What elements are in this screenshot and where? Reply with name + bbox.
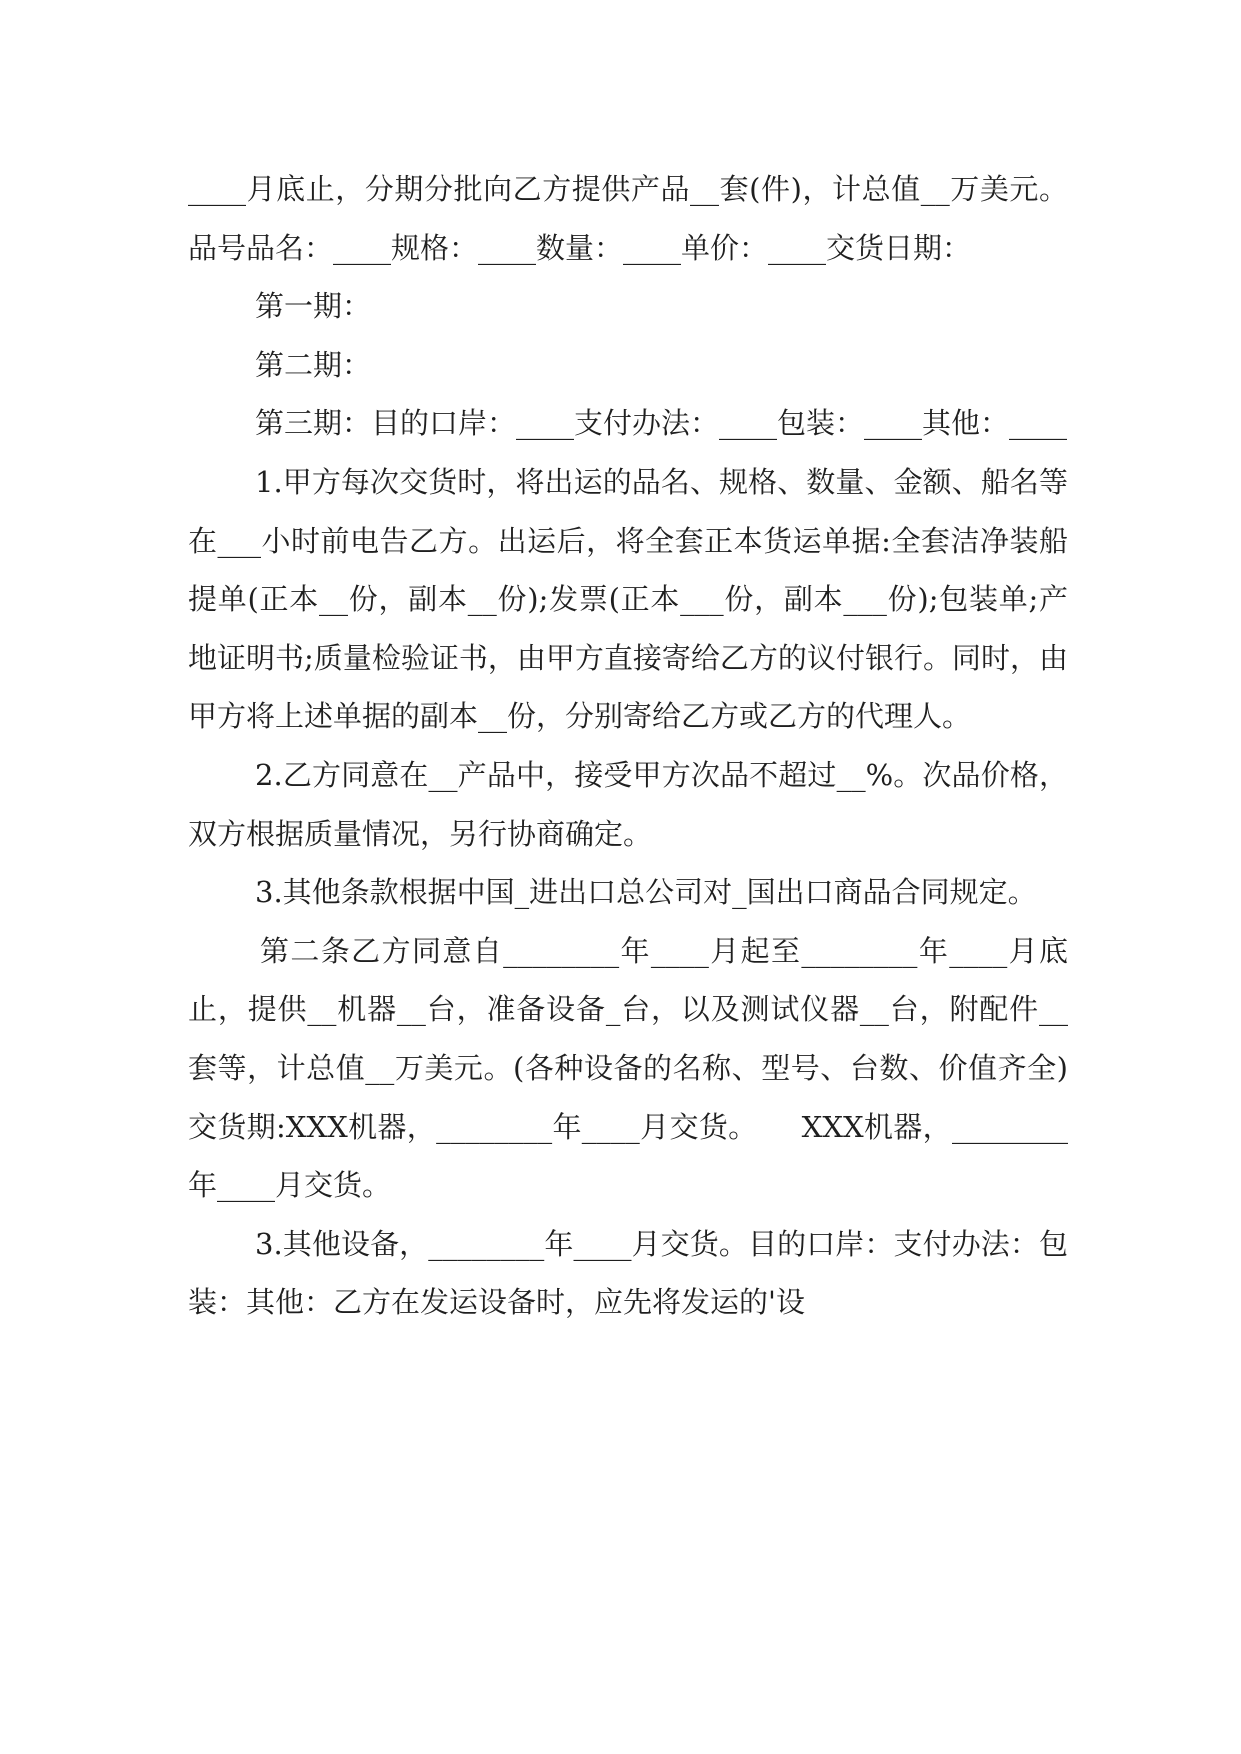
- paragraph-third-period: 第三期：目的口岸：____支付办法：____包装：____其他：____: [255, 406, 1068, 441]
- paragraph-article-2: 第二条乙方同意自________年____月起至________年____月底止，提供__机器__台，准备设备_台，以及测试仪器__台，附配件__套等，计总值__万美元。(各种设备的名称、型号、台数、价值齐全)交货期:XXX机器，________年____月交货。 XXX机器，________年____月交货。: [188, 933, 1068, 1203]
- paragraph-first-period: 第一期：: [255, 289, 372, 324]
- paragraph-clause-3: 3.其他条款根据中国_进出口总公司对_国出口商品合同规定。: [255, 875, 1037, 910]
- document-body: [188, 160, 1068, 1332]
- paragraph-clause-1: 1.甲方每次交货时，将出运的品名、规格、数量、金额、船名等在___小时前电告乙方。出运后，将全套正本货运单据:全套洁净装船提单(正本__份，副本__份);发票(正本___份，副本___份);包装单;产地证明书;质量检验证书，由甲方直接寄给乙方的议付银行。同时，由甲方将上述单据的副本__份，分别寄给乙方或乙方的代理人。: [188, 464, 1068, 734]
- paragraph-second-period: 第二期：: [255, 347, 372, 382]
- paragraph-supply-terms: ____月底止，分期分批向乙方提供产品__套(件)，计总值__万美元。品号品名：____规格：____数量：____单价：____交货日期：: [188, 172, 1068, 265]
- paragraph-clause-2: 2.乙方同意在__产品中，接受甲方次品不超过__%。次品价格，双方根据质量情况，另行协商确定。: [188, 757, 1068, 851]
- paragraph-other-equipment: 3.其他设备，________年____月交货。目的口岸：支付办法：包装：其他：乙方在发运设备时，应先将发运的'设: [188, 1226, 1068, 1320]
